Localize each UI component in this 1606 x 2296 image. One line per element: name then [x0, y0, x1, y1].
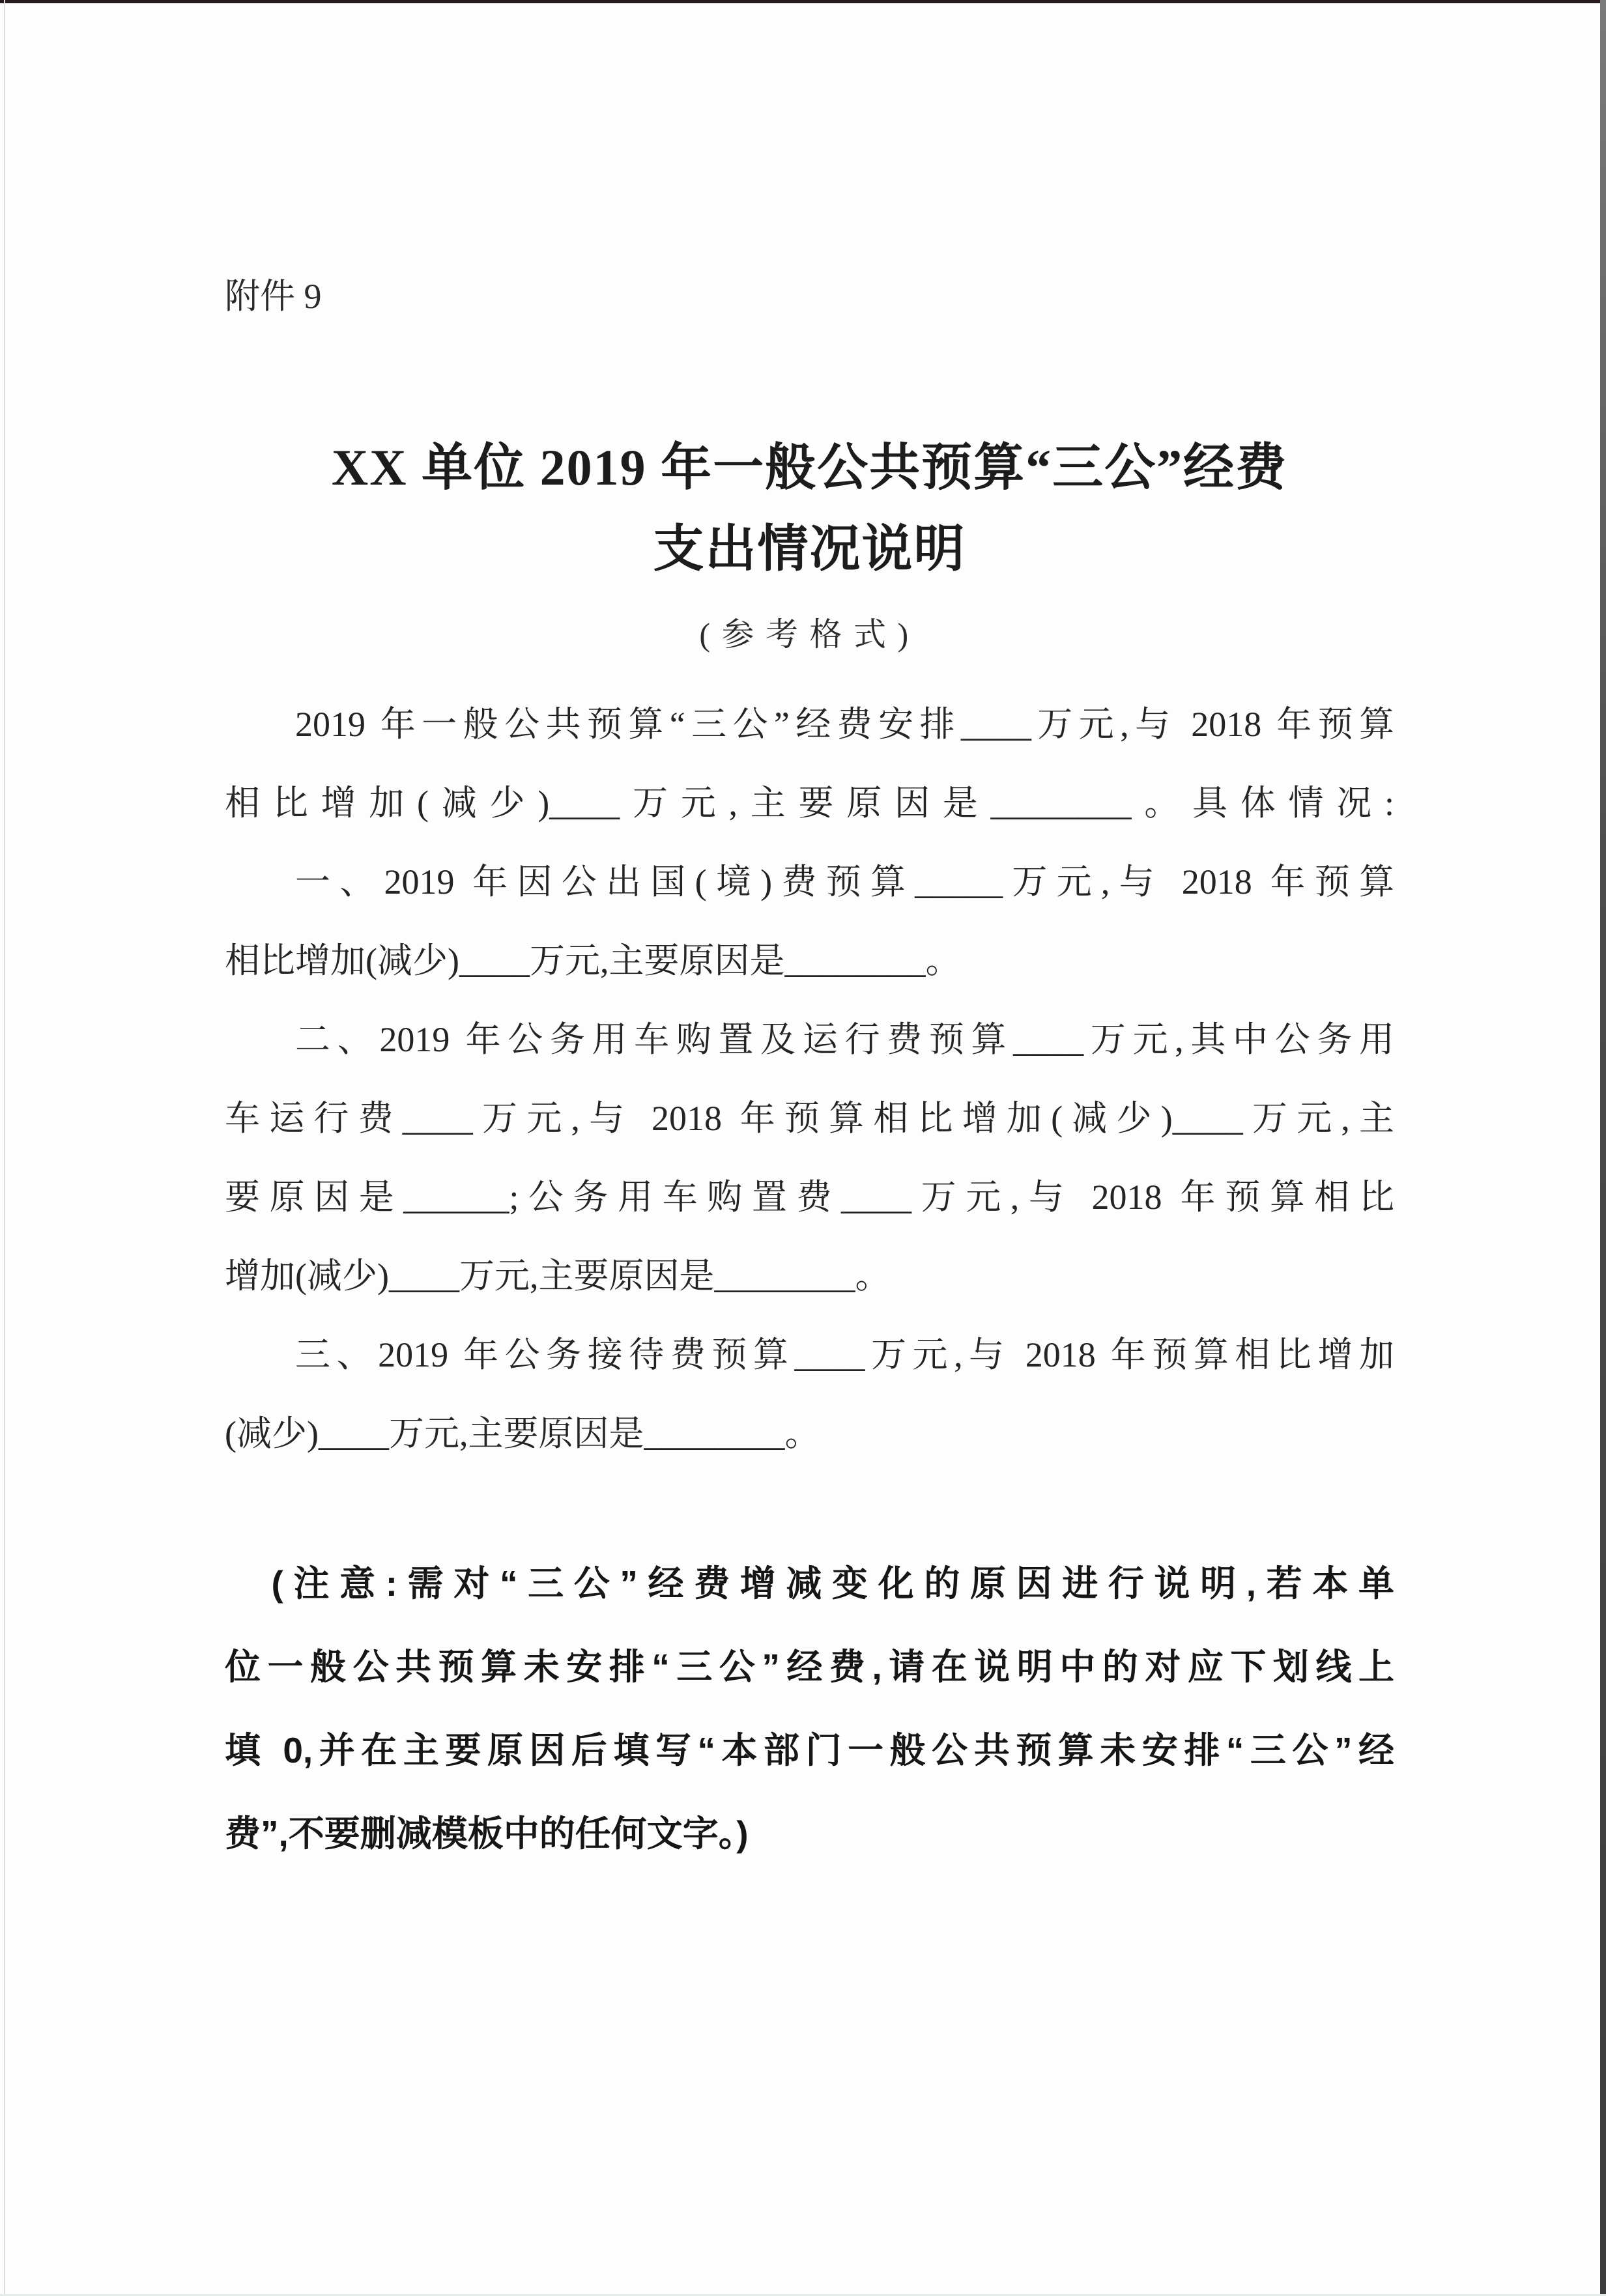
document-content — [225, 0, 1394, 1875]
subtitle-reference-format: (参考格式) — [699, 616, 920, 653]
note-line: 费”,不要删减模板中的任何文字。) — [225, 1813, 749, 1854]
paragraph-overview — [225, 685, 1394, 843]
note-line: (注意:需对“三公”经费增减变化的原因进行说明,若本单 — [271, 1563, 1394, 1604]
body-line: 二、2019 年公务用车购置及运行费预算____万元,其中公务用 — [295, 1020, 1394, 1059]
body-section — [225, 685, 1394, 1473]
note-line: 位一般公共预算未安排“三公”经费,请在说明中的对应下划线上 — [225, 1647, 1394, 1687]
body-line: 相比增加(减少)____万元,主要原因是________。 — [225, 941, 961, 980]
paragraph-abroad-expense — [225, 843, 1394, 1000]
attachment-label: 附件 9 — [225, 277, 322, 316]
note-line: 填 0,并在主要原因后填写“本部门一般公共预算未安排“三公”经 — [225, 1730, 1394, 1770]
body-line: 一、2019 年因公出国(境)费预算_____万元,与 2018 年预算 — [295, 862, 1394, 901]
body-line: 增加(减少)____万元,主要原因是________。 — [225, 1256, 891, 1296]
scan-edge-right — [1600, 0, 1606, 2296]
body-line: 三、2019 年公务接待费预算____万元,与 2018 年预算相比增加 — [295, 1335, 1394, 1374]
body-line: 相比增加(减少)____万元,主要原因是________。具体情况: — [225, 784, 1394, 823]
body-line: (减少)____万元,主要原因是________。 — [225, 1414, 820, 1453]
title-line-1: XX 单位 2019 年一般公共预算“三公”经费 — [331, 439, 1288, 496]
document-title — [225, 427, 1394, 589]
paragraph-vehicle-expense — [225, 1000, 1394, 1316]
note-section — [225, 1542, 1394, 1875]
body-line: 车运行费____万元,与 2018 年预算相比增加(减少)____万元,主 — [225, 1099, 1394, 1138]
body-line: 要原因是______;公务用车购置费____万元,与 2018 年预算相比 — [225, 1178, 1394, 1217]
body-line: 2019 年一般公共预算“三公”经费安排____万元,与 2018 年预算 — [295, 705, 1394, 744]
scan-edge-left — [4, 0, 5, 2296]
paragraph-reception-expense — [225, 1316, 1394, 1473]
title-line-2: 支出情况说明 — [653, 520, 966, 577]
